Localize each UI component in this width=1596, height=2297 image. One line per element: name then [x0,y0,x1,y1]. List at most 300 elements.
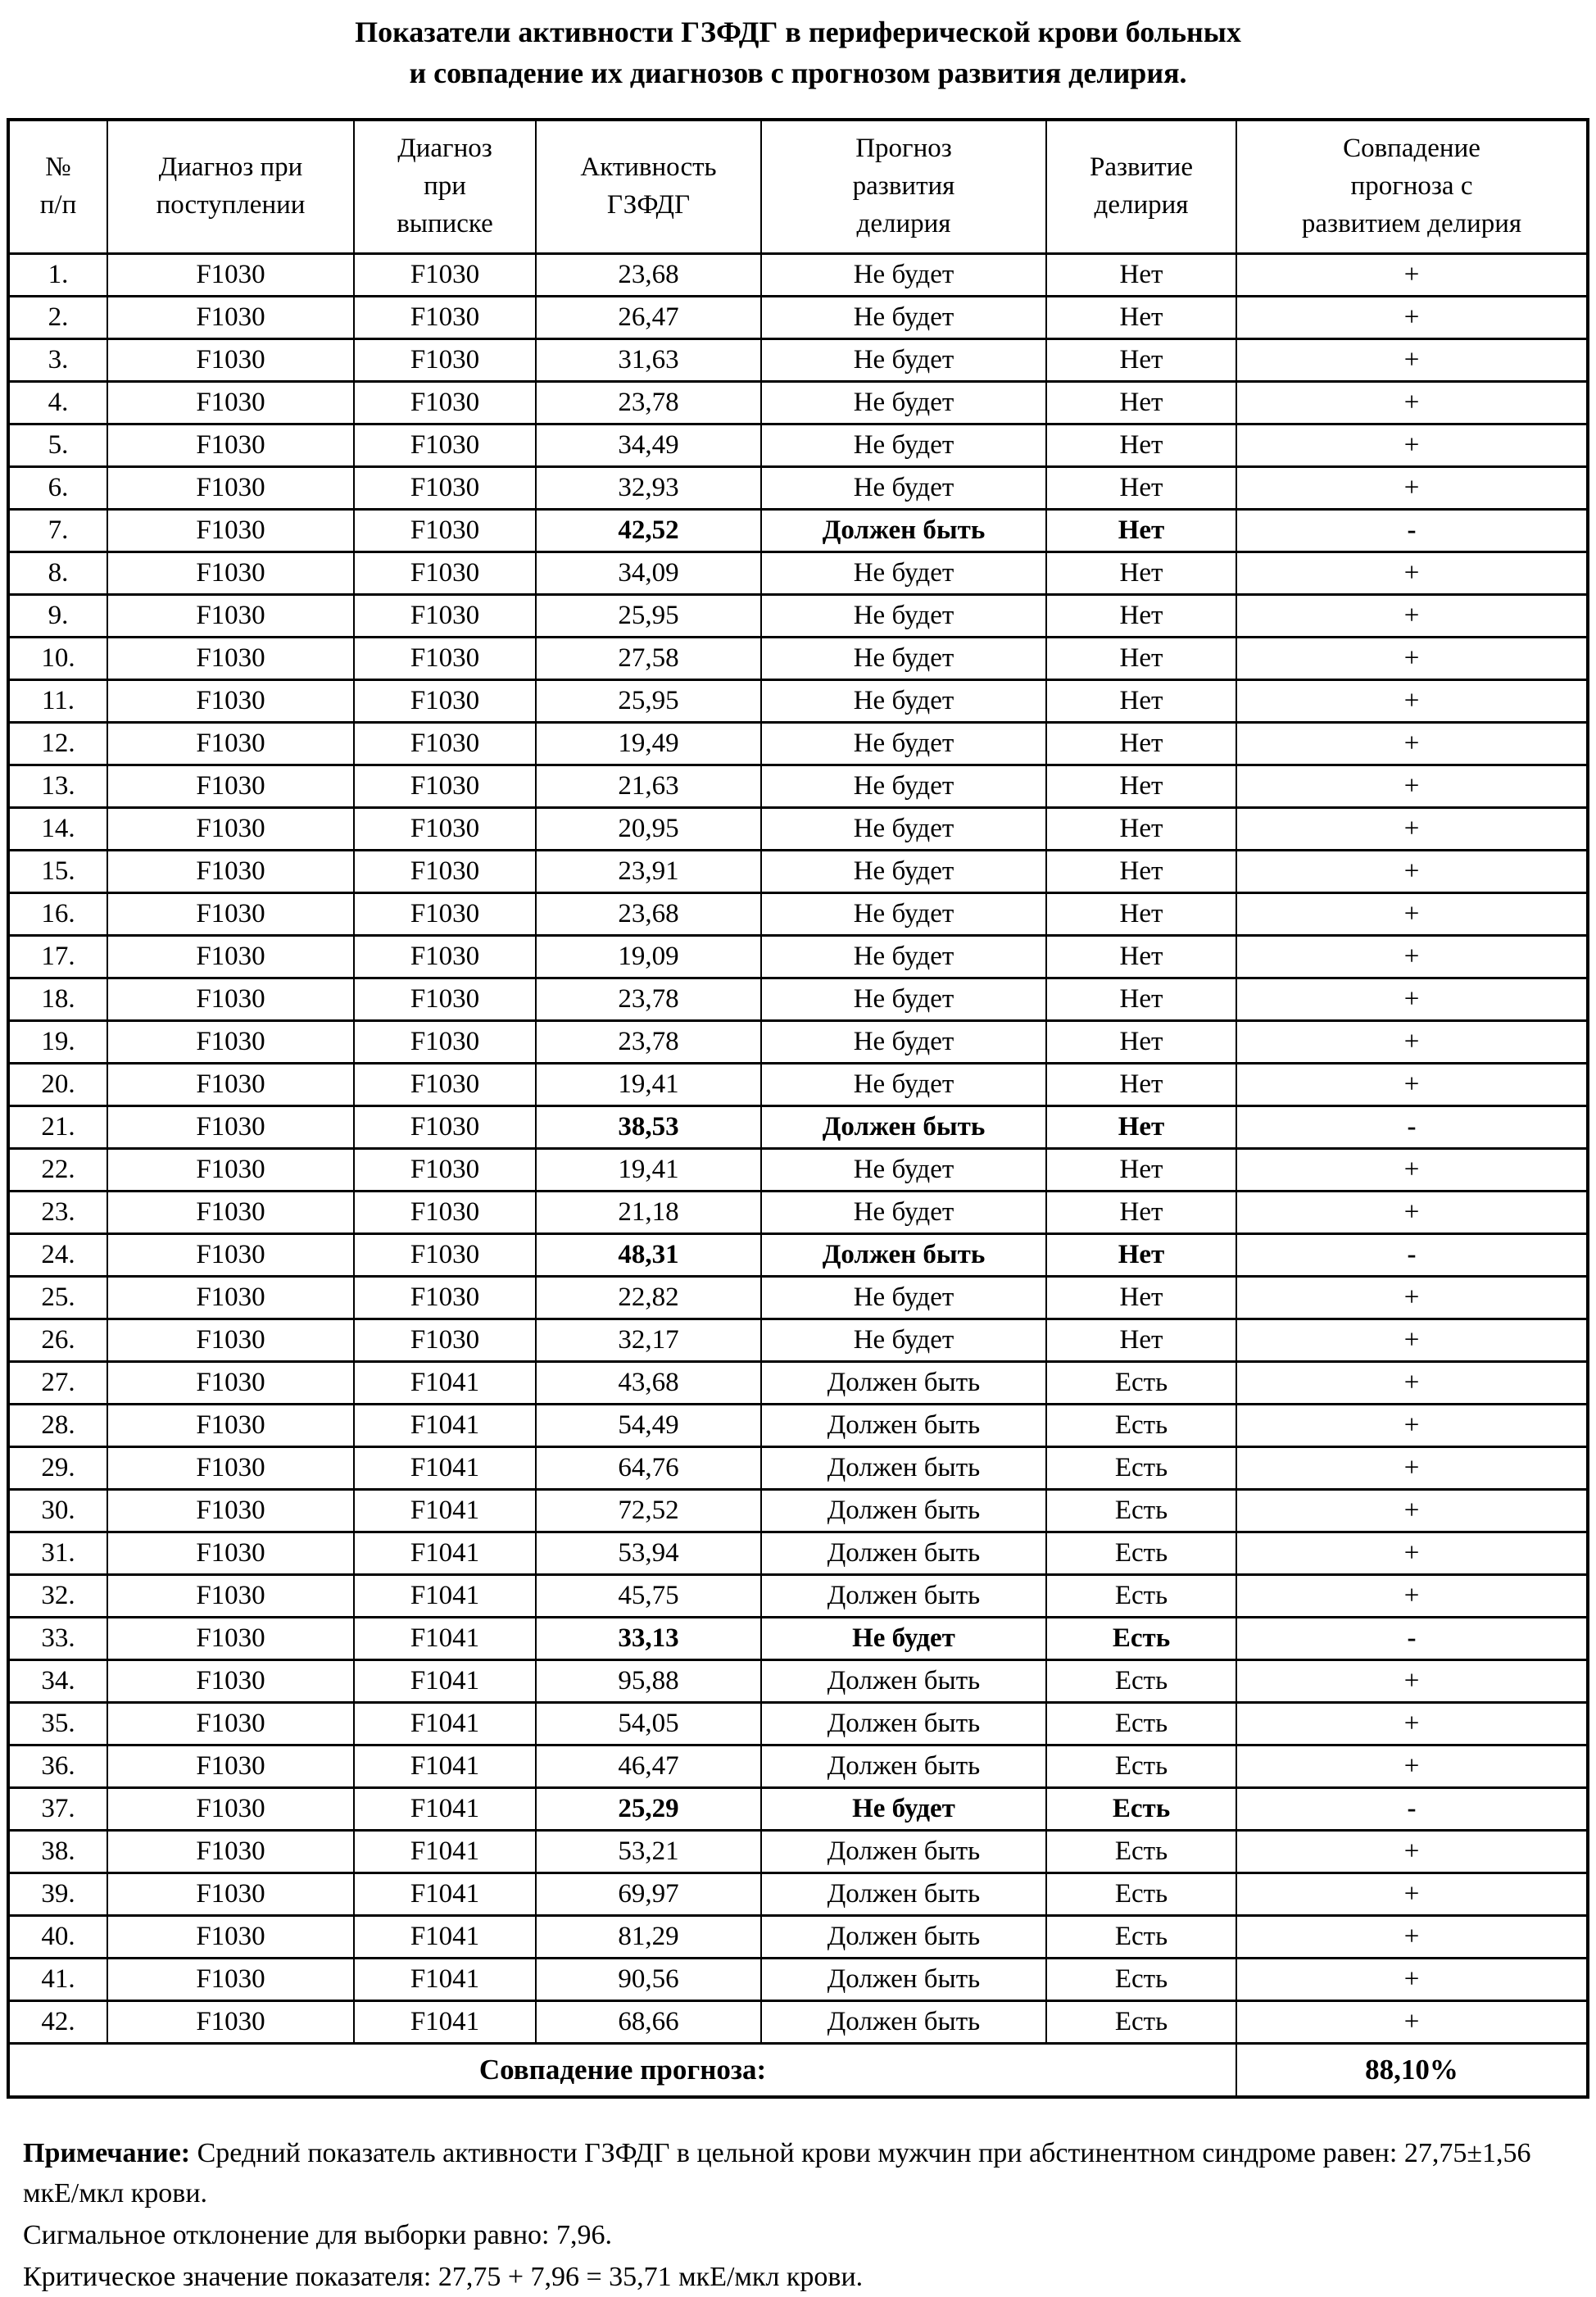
cell-delirium-prognosis: Должен быть [761,1489,1046,1532]
table-row [8,1361,1588,1404]
table-row [8,1915,1588,1958]
cell-row-number: 25. [8,1276,107,1319]
cell-prognosis-match: + [1236,1745,1588,1787]
cell-admission-diagnosis: F1030 [107,1702,354,1745]
cell-prognosis-match: + [1236,253,1588,296]
cell-admission-diagnosis: F1030 [107,1276,354,1319]
cell-prognosis-match: - [1236,509,1588,552]
cell-prognosis-match: + [1236,637,1588,679]
cell-row-number: 36. [8,1745,107,1787]
cell-delirium-development: Нет [1046,1276,1236,1319]
cell-admission-diagnosis: F1030 [107,807,354,850]
cell-discharge-diagnosis: F1030 [354,253,536,296]
cell-discharge-diagnosis: F1041 [354,1617,536,1659]
table-row [8,892,1588,935]
table-row [8,2000,1588,2043]
cell-delirium-development: Есть [1046,1702,1236,1745]
cell-discharge-diagnosis: F1030 [354,424,536,466]
cell-delirium-prognosis: Должен быть [761,1873,1046,1915]
cell-row-number: 16. [8,892,107,935]
footnotes [23,2133,1573,2297]
table-row [8,637,1588,679]
cell-gzfdg-activity: 45,75 [536,1574,761,1617]
table-row [8,1446,1588,1489]
cell-delirium-prognosis: Не будет [761,1020,1046,1063]
table-row [8,722,1588,765]
cell-gzfdg-activity: 54,49 [536,1404,761,1446]
cell-delirium-prognosis: Не будет [761,338,1046,381]
cell-discharge-diagnosis: F1030 [354,637,536,679]
cell-delirium-prognosis: Должен быть [761,1915,1046,1958]
page-title-line1: Показатели активности ГЗФДГ в периферической крови больных [355,16,1241,48]
cell-prognosis-match: - [1236,1233,1588,1276]
table-row [8,1702,1588,1745]
cell-gzfdg-activity: 26,47 [536,296,761,338]
cell-delirium-prognosis: Не будет [761,1148,1046,1191]
table-row [8,1020,1588,1063]
cell-row-number: 33. [8,1617,107,1659]
data-table [7,118,1589,2099]
cell-admission-diagnosis: F1030 [107,253,354,296]
cell-gzfdg-activity: 25,29 [536,1787,761,1830]
cell-discharge-diagnosis: F1030 [354,679,536,722]
cell-gzfdg-activity: 23,78 [536,381,761,424]
cell-prognosis-match: + [1236,722,1588,765]
cell-admission-diagnosis: F1030 [107,1020,354,1063]
table-row [8,1105,1588,1148]
cell-discharge-diagnosis: F1041 [354,1659,536,1702]
cell-prognosis-match: + [1236,765,1588,807]
summary-row [8,2043,1588,2097]
cell-discharge-diagnosis: F1030 [354,1319,536,1361]
cell-discharge-diagnosis: F1030 [354,978,536,1020]
cell-gzfdg-activity: 31,63 [536,338,761,381]
cell-row-number: 29. [8,1446,107,1489]
cell-prognosis-match: + [1236,1446,1588,1489]
cell-prognosis-match: + [1236,1532,1588,1574]
note-sigma: Сигмальное отклонение для выборки равно: 7,96. [23,2220,612,2250]
cell-gzfdg-activity: 21,63 [536,765,761,807]
cell-prognosis-match: + [1236,850,1588,892]
cell-row-number: 17. [8,935,107,978]
cell-prognosis-match: + [1236,338,1588,381]
cell-row-number: 12. [8,722,107,765]
cell-discharge-diagnosis: F1030 [354,338,536,381]
cell-prognosis-match: + [1236,424,1588,466]
cell-delirium-prognosis: Должен быть [761,1745,1046,1787]
cell-delirium-development: Есть [1046,1532,1236,1574]
cell-row-number: 18. [8,978,107,1020]
cell-row-number: 6. [8,466,107,509]
cell-delirium-development: Нет [1046,509,1236,552]
cell-gzfdg-activity: 20,95 [536,807,761,850]
cell-row-number: 15. [8,850,107,892]
cell-delirium-prognosis: Не будет [761,637,1046,679]
note-average-text: Средний показатель активности ГЗФДГ в цельной крови мужчин при абстинентном синдроме равен: 27,75±1,56 мкЕ/мкл крови. [23,2138,1531,2208]
cell-discharge-diagnosis: F1041 [354,1532,536,1574]
header-delirium-development: Развитие делирия [1046,120,1236,253]
cell-delirium-prognosis: Не будет [761,722,1046,765]
table-row [8,381,1588,424]
header-admission-diagnosis: Диагноз при поступлении [107,120,354,253]
cell-admission-diagnosis: F1030 [107,1191,354,1233]
table-row [8,850,1588,892]
cell-discharge-diagnosis: F1030 [354,296,536,338]
cell-gzfdg-activity: 32,93 [536,466,761,509]
cell-discharge-diagnosis: F1041 [354,1702,536,1745]
cell-discharge-diagnosis: F1030 [354,935,536,978]
cell-admission-diagnosis: F1030 [107,850,354,892]
cell-gzfdg-activity: 95,88 [536,1659,761,1702]
cell-row-number: 4. [8,381,107,424]
cell-delirium-prognosis: Не будет [761,1276,1046,1319]
cell-delirium-development: Нет [1046,807,1236,850]
cell-delirium-prognosis: Не будет [761,466,1046,509]
cell-gzfdg-activity: 23,91 [536,850,761,892]
cell-gzfdg-activity: 25,95 [536,594,761,637]
cell-gzfdg-activity: 48,31 [536,1233,761,1276]
cell-discharge-diagnosis: F1041 [354,1958,536,2000]
cell-gzfdg-activity: 21,18 [536,1191,761,1233]
cell-prognosis-match: + [1236,1915,1588,1958]
cell-row-number: 24. [8,1233,107,1276]
table-row [8,1617,1588,1659]
cell-admission-diagnosis: F1030 [107,1063,354,1105]
cell-delirium-development: Нет [1046,978,1236,1020]
page-title [56,11,1540,93]
cell-delirium-development: Есть [1046,1446,1236,1489]
cell-discharge-diagnosis: F1030 [354,1148,536,1191]
cell-delirium-development: Нет [1046,1063,1236,1105]
note-critical: Критическое значение показателя: 27,75 + 7,96 = 35,71 мкЕ/мкл крови. [23,2262,864,2292]
table-row [8,1233,1588,1276]
cell-prognosis-match: + [1236,1958,1588,2000]
cell-delirium-prognosis: Не будет [761,850,1046,892]
header-prognosis-match: Совпадение прогноза с развитием делирия [1236,120,1588,253]
cell-discharge-diagnosis: F1030 [354,1020,536,1063]
cell-delirium-prognosis: Не будет [761,1787,1046,1830]
cell-delirium-development: Есть [1046,1659,1236,1702]
cell-admission-diagnosis: F1030 [107,296,354,338]
table-row [8,1276,1588,1319]
cell-row-number: 31. [8,1532,107,1574]
cell-prognosis-match: + [1236,1489,1588,1532]
cell-admission-diagnosis: F1030 [107,1873,354,1915]
cell-delirium-development: Нет [1046,1233,1236,1276]
cell-gzfdg-activity: 43,68 [536,1361,761,1404]
cell-prognosis-match: + [1236,381,1588,424]
cell-admission-diagnosis: F1030 [107,1659,354,1702]
header-gzfdg-activity: Активность ГЗФДГ [536,120,761,253]
cell-admission-diagnosis: F1030 [107,1745,354,1787]
table-row [8,253,1588,296]
cell-delirium-prognosis: Должен быть [761,1532,1046,1574]
table-row [8,552,1588,594]
cell-delirium-prognosis: Не будет [761,892,1046,935]
cell-delirium-prognosis: Должен быть [761,1958,1046,2000]
cell-row-number: 27. [8,1361,107,1404]
cell-gzfdg-activity: 23,78 [536,1020,761,1063]
cell-delirium-prognosis: Не будет [761,381,1046,424]
cell-delirium-prognosis: Не будет [761,1063,1046,1105]
cell-admission-diagnosis: F1030 [107,1574,354,1617]
cell-row-number: 34. [8,1659,107,1702]
cell-delirium-development: Нет [1046,594,1236,637]
cell-admission-diagnosis: F1030 [107,1233,354,1276]
cell-admission-diagnosis: F1030 [107,637,354,679]
cell-delirium-prognosis: Должен быть [761,2000,1046,2043]
cell-row-number: 37. [8,1787,107,1830]
cell-delirium-development: Нет [1046,850,1236,892]
cell-delirium-development: Нет [1046,296,1236,338]
cell-delirium-development: Нет [1046,253,1236,296]
cell-prognosis-match: + [1236,1659,1588,1702]
cell-delirium-prognosis: Должен быть [761,1830,1046,1873]
cell-row-number: 26. [8,1319,107,1361]
table-row [8,1532,1588,1574]
cell-delirium-prognosis: Не будет [761,679,1046,722]
cell-row-number: 9. [8,594,107,637]
table-row [8,807,1588,850]
table-row [8,296,1588,338]
cell-discharge-diagnosis: F1041 [354,1915,536,1958]
cell-discharge-diagnosis: F1041 [354,1745,536,1787]
table-row [8,1489,1588,1532]
cell-gzfdg-activity: 72,52 [536,1489,761,1532]
cell-admission-diagnosis: F1030 [107,1361,354,1404]
cell-admission-diagnosis: F1030 [107,552,354,594]
cell-row-number: 40. [8,1915,107,1958]
cell-admission-diagnosis: F1030 [107,1830,354,1873]
cell-discharge-diagnosis: F1030 [354,594,536,637]
cell-delirium-development: Есть [1046,1489,1236,1532]
cell-row-number: 35. [8,1702,107,1745]
cell-discharge-diagnosis: F1030 [354,765,536,807]
summary-label: Совпадение прогноза: [8,2043,1236,2097]
table-row [8,1319,1588,1361]
cell-admission-diagnosis: F1030 [107,594,354,637]
cell-delirium-development: Есть [1046,1873,1236,1915]
cell-discharge-diagnosis: F1030 [354,552,536,594]
cell-prognosis-match: + [1236,594,1588,637]
cell-prognosis-match: + [1236,552,1588,594]
note-average [23,2133,1573,2213]
cell-gzfdg-activity: 64,76 [536,1446,761,1489]
header-discharge-diagnosis: Диагноз при выписке [354,120,536,253]
cell-admission-diagnosis: F1030 [107,1319,354,1361]
cell-admission-diagnosis: F1030 [107,1489,354,1532]
table-row [8,765,1588,807]
cell-gzfdg-activity: 90,56 [536,1958,761,2000]
cell-gzfdg-activity: 42,52 [536,509,761,552]
cell-delirium-prognosis: Не будет [761,253,1046,296]
cell-discharge-diagnosis: F1030 [354,722,536,765]
cell-row-number: 11. [8,679,107,722]
cell-prognosis-match: + [1236,1574,1588,1617]
table-row [8,1659,1588,1702]
cell-admission-diagnosis: F1030 [107,679,354,722]
cell-prognosis-match: + [1236,1404,1588,1446]
cell-row-number: 14. [8,807,107,850]
cell-row-number: 5. [8,424,107,466]
cell-row-number: 39. [8,1873,107,1915]
cell-delirium-development: Нет [1046,466,1236,509]
cell-gzfdg-activity: 23,78 [536,978,761,1020]
table-row [8,1830,1588,1873]
cell-discharge-diagnosis: F1041 [354,1574,536,1617]
cell-gzfdg-activity: 19,49 [536,722,761,765]
table-row [8,1574,1588,1617]
cell-discharge-diagnosis: F1041 [354,1446,536,1489]
cell-delirium-prognosis: Должен быть [761,1105,1046,1148]
table-row [8,1958,1588,2000]
cell-delirium-development: Есть [1046,1787,1236,1830]
cell-gzfdg-activity: 38,53 [536,1105,761,1148]
cell-row-number: 22. [8,1148,107,1191]
cell-delirium-development: Нет [1046,935,1236,978]
cell-discharge-diagnosis: F1030 [354,850,536,892]
cell-row-number: 2. [8,296,107,338]
header-row-number: № п/п [8,120,107,253]
cell-prognosis-match: + [1236,1319,1588,1361]
cell-delirium-prognosis: Не будет [761,807,1046,850]
cell-gzfdg-activity: 22,82 [536,1276,761,1319]
cell-delirium-development: Есть [1046,2000,1236,2043]
cell-discharge-diagnosis: F1041 [354,1787,536,1830]
cell-delirium-prognosis: Не будет [761,935,1046,978]
cell-row-number: 1. [8,253,107,296]
cell-delirium-development: Нет [1046,765,1236,807]
cell-prognosis-match: + [1236,1020,1588,1063]
cell-gzfdg-activity: 19,41 [536,1063,761,1105]
table-row [8,679,1588,722]
cell-delirium-prognosis: Должен быть [761,1446,1046,1489]
cell-discharge-diagnosis: F1030 [354,1276,536,1319]
cell-admission-diagnosis: F1030 [107,1148,354,1191]
cell-discharge-diagnosis: F1041 [354,1404,536,1446]
cell-delirium-development: Нет [1046,338,1236,381]
table-row [8,978,1588,1020]
cell-delirium-prognosis: Не будет [761,552,1046,594]
cell-gzfdg-activity: 68,66 [536,2000,761,2043]
cell-delirium-development: Есть [1046,1958,1236,2000]
cell-delirium-development: Нет [1046,722,1236,765]
table-header-row [8,120,1588,253]
cell-delirium-development: Есть [1046,1745,1236,1787]
cell-row-number: 10. [8,637,107,679]
cell-gzfdg-activity: 34,09 [536,552,761,594]
cell-discharge-diagnosis: F1041 [354,1830,536,1873]
cell-delirium-development: Нет [1046,892,1236,935]
cell-discharge-diagnosis: F1030 [354,381,536,424]
cell-admission-diagnosis: F1030 [107,1446,354,1489]
cell-delirium-development: Есть [1046,1617,1236,1659]
cell-prognosis-match: + [1236,978,1588,1020]
cell-prognosis-match: + [1236,296,1588,338]
cell-delirium-prognosis: Должен быть [761,509,1046,552]
cell-delirium-development: Нет [1046,1148,1236,1191]
cell-row-number: 8. [8,552,107,594]
cell-delirium-development: Есть [1046,1830,1236,1873]
table-row [8,1148,1588,1191]
cell-row-number: 42. [8,2000,107,2043]
cell-delirium-development: Нет [1046,1191,1236,1233]
cell-delirium-prognosis: Не будет [761,296,1046,338]
table-row [8,509,1588,552]
cell-delirium-prognosis: Должен быть [761,1574,1046,1617]
table-row [8,1404,1588,1446]
cell-delirium-prognosis: Должен быть [761,1404,1046,1446]
cell-prognosis-match: + [1236,1148,1588,1191]
table-header [8,120,1588,253]
cell-delirium-prognosis: Не будет [761,424,1046,466]
cell-prognosis-match: + [1236,466,1588,509]
cell-prognosis-match: - [1236,1617,1588,1659]
cell-delirium-prognosis: Не будет [761,978,1046,1020]
cell-delirium-development: Есть [1046,1574,1236,1617]
cell-row-number: 41. [8,1958,107,2000]
note-label: Примечание: [23,2138,191,2168]
cell-prognosis-match: + [1236,892,1588,935]
cell-discharge-diagnosis: F1030 [354,1063,536,1105]
cell-delirium-development: Нет [1046,679,1236,722]
cell-discharge-diagnosis: F1030 [354,807,536,850]
cell-prognosis-match: + [1236,1873,1588,1915]
cell-gzfdg-activity: 23,68 [536,253,761,296]
cell-discharge-diagnosis: F1030 [354,892,536,935]
cell-admission-diagnosis: F1030 [107,1958,354,2000]
cell-row-number: 30. [8,1489,107,1532]
cell-delirium-prognosis: Должен быть [761,1659,1046,1702]
cell-admission-diagnosis: F1030 [107,1915,354,1958]
cell-admission-diagnosis: F1030 [107,466,354,509]
table-row [8,1745,1588,1787]
cell-admission-diagnosis: F1030 [107,722,354,765]
cell-admission-diagnosis: F1030 [107,1532,354,1574]
cell-admission-diagnosis: F1030 [107,978,354,1020]
cell-gzfdg-activity: 53,94 [536,1532,761,1574]
cell-admission-diagnosis: F1030 [107,1617,354,1659]
cell-row-number: 28. [8,1404,107,1446]
cell-admission-diagnosis: F1030 [107,338,354,381]
cell-delirium-prognosis: Должен быть [761,1361,1046,1404]
cell-discharge-diagnosis: F1030 [354,466,536,509]
cell-prognosis-match: + [1236,2000,1588,2043]
table-row [8,338,1588,381]
cell-delirium-development: Нет [1046,424,1236,466]
table-row [8,1191,1588,1233]
cell-gzfdg-activity: 54,05 [536,1702,761,1745]
cell-delirium-development: Есть [1046,1361,1236,1404]
cell-gzfdg-activity: 46,47 [536,1745,761,1787]
cell-delirium-development: Нет [1046,552,1236,594]
cell-discharge-diagnosis: F1041 [354,2000,536,2043]
cell-delirium-development: Есть [1046,1404,1236,1446]
cell-discharge-diagnosis: F1030 [354,509,536,552]
cell-admission-diagnosis: F1030 [107,765,354,807]
cell-gzfdg-activity: 33,13 [536,1617,761,1659]
cell-prognosis-match: + [1236,807,1588,850]
cell-gzfdg-activity: 53,21 [536,1830,761,1873]
table-row [8,594,1588,637]
cell-admission-diagnosis: F1030 [107,1787,354,1830]
cell-delirium-prognosis: Не будет [761,594,1046,637]
cell-gzfdg-activity: 69,97 [536,1873,761,1915]
cell-discharge-diagnosis: F1030 [354,1191,536,1233]
cell-delirium-prognosis: Не будет [761,1319,1046,1361]
cell-delirium-prognosis: Не будет [761,1191,1046,1233]
cell-admission-diagnosis: F1030 [107,2000,354,2043]
